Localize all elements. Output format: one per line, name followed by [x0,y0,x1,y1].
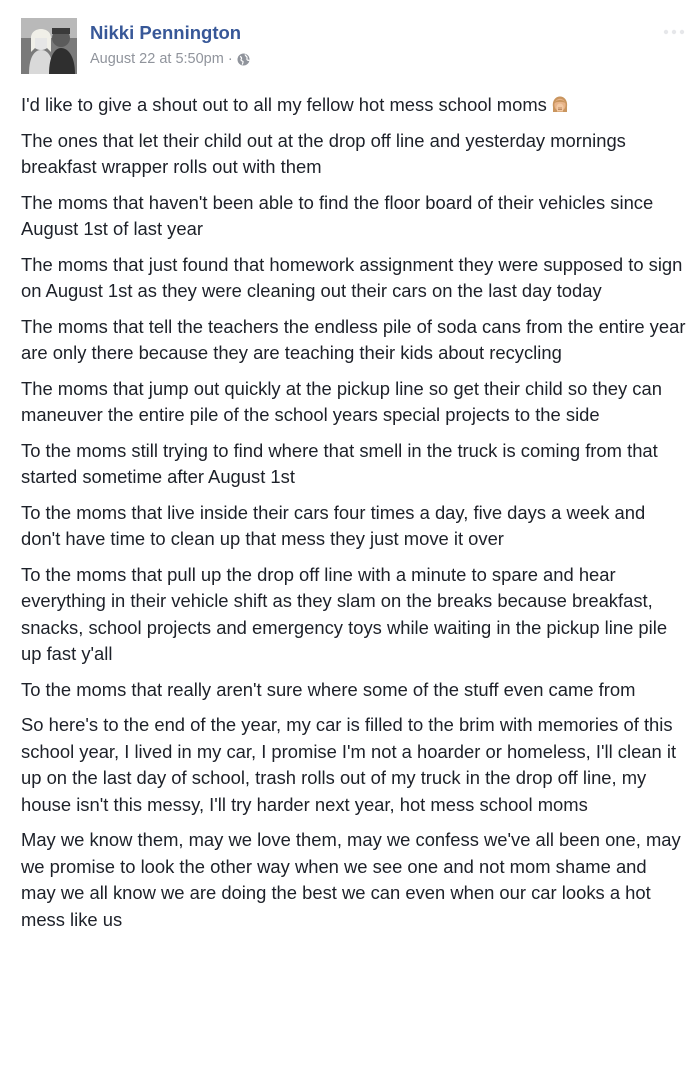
post-timestamp[interactable]: August 22 at 5:50pm [90,51,224,67]
post-paragraph: The moms that just found that homework assignment they were supposed to sign on August 1st as they were cleaning out their cars on the last day today [21,253,683,301]
profile-photo-icon [21,18,77,74]
post-paragraph: To the moms still trying to find where that smell in the truck is coming from that started sometime after August 1st [21,439,658,487]
meta-separator: · [227,51,233,67]
post-paragraph: The moms that haven't been able to find the floor board of their vehicles since August 1st of last year [21,191,654,239]
post-paragraph [21,92,686,119]
post-header-text [90,18,250,68]
post-paragraph: To the moms that pull up the drop off line with a minute to spare and hear everything in their vehicle shift as they slam on the breaks because breakfast, snacks, school projects and emergency toys while waiting in the pickup line pile up fast y'all [21,563,668,664]
avatar[interactable] [21,18,77,74]
post-body [21,92,686,933]
globe-icon[interactable] [237,53,250,66]
post-paragraph: May we know them, may we love them, may we confess we've all been one, may we promise to look the other way when we see one and not mom shame and may we all know we are doing the best we can even when our car looks a hot mess like us [21,829,681,930]
post-meta [90,50,250,68]
post-paragraph: The ones that let their child out at the drop off line and yesterday mornings breakfast wrapper rolls out with them [21,129,626,177]
post-header [21,18,686,76]
more-options-icon[interactable] [662,24,686,34]
post-paragraph: To the moms that really aren't sure where some of the stuff even came from [21,678,636,700]
post-paragraph: The moms that jump out quickly at the pickup line so get their child so they can maneuver the entire pile of the school years special projects to the side [21,377,662,425]
post-paragraph-text: I'd like to give a shout out to all my fellow hot mess school moms [21,94,547,115]
post-paragraph: The moms that tell the teachers the endless pile of soda cans from the entire year are only there because they are teaching their kids about recycling [21,315,686,363]
woman-facepalming-emoji-icon [550,95,570,115]
post-paragraph: So here's to the end of the year, my car is filled to the brim with memories of this school year, I lived in my car, I promise I'm not a hoarder or homeless, I'll clean it up on the last day of school, trash rolls out of my truck in the drop off line, my house isn't this messy, I'll try harder next year, hot mess school moms [21,714,677,815]
post-paragraph: To the moms that live inside their cars four times a day, five days a week and don't have time to clean up that mess they just move it over [21,501,646,549]
author-name[interactable]: Nikki Pennington [90,22,242,43]
